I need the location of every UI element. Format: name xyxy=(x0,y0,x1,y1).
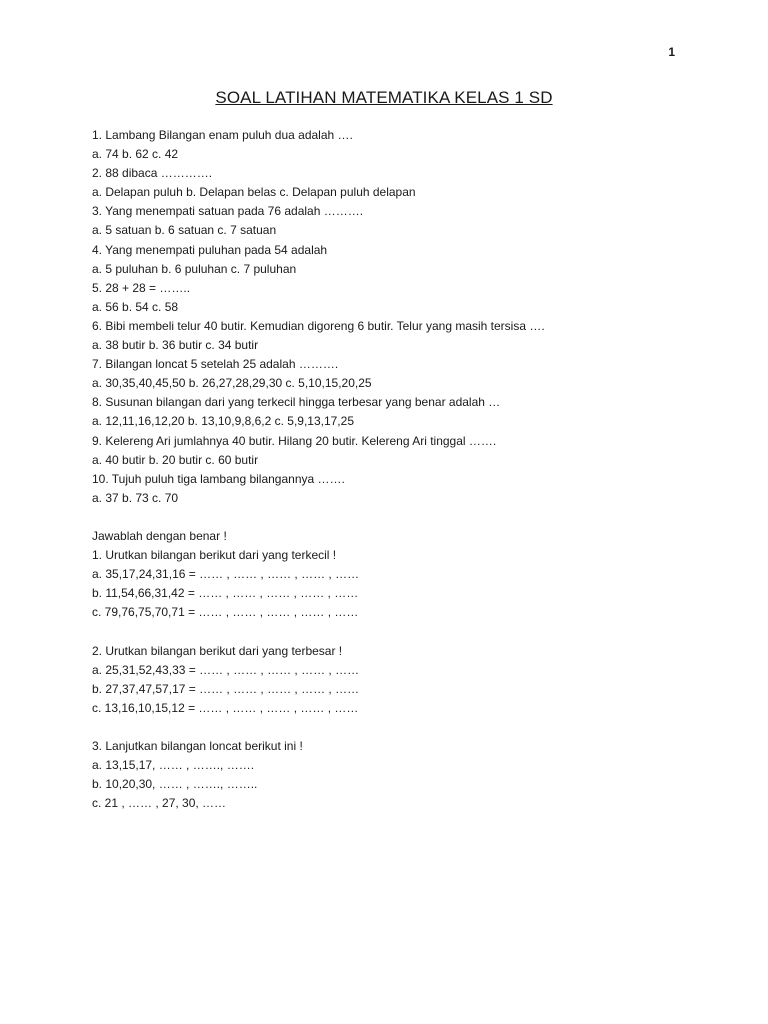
answer-options: a. 38 butir b. 36 butir c. 34 butir xyxy=(92,338,259,353)
question-line: 9. Kelereng Ari jumlahnya 40 butir. Hilang 20 butir. Kelereng Ari tinggal ……. xyxy=(92,433,497,448)
answer-line: a. 13,15,17, …… , ……., ……. xyxy=(92,758,255,773)
question-line: 1. Urutkan bilangan berikut dari yang terkecil ! xyxy=(92,548,337,563)
page-number: 1 xyxy=(668,45,675,59)
multiple-choice-section xyxy=(92,126,692,508)
answer-line: c. 21 , …… , 27, 30, …… xyxy=(92,796,227,811)
answer-options: a. 5 puluhan b. 6 puluhan c. 7 puluhan xyxy=(92,261,297,276)
answer-line: c. 79,76,75,70,71 = …… , …… , …… , …… , …… xyxy=(92,605,359,620)
question-line: 4. Yang menempati puluhan pada 54 adalah xyxy=(92,242,328,257)
question-line: 6. Bibi membeli telur 40 butir. Kemudian digoreng 6 butir. Telur yang masih tersisa …. xyxy=(92,318,545,333)
answer-line: b. 10,20,30, …… , ……., …….. xyxy=(92,777,258,792)
question-line: 2. Urutkan bilangan berikut dari yang terbesar ! xyxy=(92,643,343,658)
question-line: 7. Bilangan loncat 5 setelah 25 adalah ………. xyxy=(92,357,339,372)
question-line: 8. Susunan bilangan dari yang terkecil hingga terbesar yang benar adalah … xyxy=(92,395,501,410)
answer-options: a. 40 butir b. 20 butir c. 60 butir xyxy=(92,452,259,467)
answer-options: a. 74 b. 62 c. 42 xyxy=(92,147,179,162)
answer-line: b. 27,37,47,57,17 = …… , …… , …… , …… , …… xyxy=(92,681,360,696)
spacer xyxy=(92,718,692,737)
document-body xyxy=(92,126,692,813)
answer-options: a. 5 satuan b. 6 satuan c. 7 satuan xyxy=(92,223,277,238)
essay-question-3 xyxy=(92,737,692,813)
question-line: 3. Lanjutkan bilangan loncat berikut ini ! xyxy=(92,739,303,753)
answer-line: b. 11,54,66,31,42 = …… , …… , …… , …… , …… xyxy=(92,586,359,601)
answer-options: a. 56 b. 54 c. 58 xyxy=(92,299,179,314)
document-title: SOAL LATIHAN MATEMATIKA KELAS 1 SD xyxy=(215,88,553,107)
section-heading: Jawablah dengan benar ! xyxy=(92,528,227,543)
question-line: 10. Tujuh puluh tiga lambang bilangannya ……. xyxy=(92,471,345,486)
spacer xyxy=(92,508,692,527)
answer-options: a. 37 b. 73 c. 70 xyxy=(92,490,179,505)
essay-question-1 xyxy=(92,546,692,622)
answer-options: a. Delapan puluh b. Delapan belas c. Delapan puluh delapan xyxy=(92,185,416,200)
essay-question-2 xyxy=(92,642,692,718)
answer-options: a. 12,11,16,12,20 b. 13,10,9,8,6,2 c. 5,9,13,17,25 xyxy=(92,414,354,429)
essay-section xyxy=(92,527,692,813)
question-line: 1. Lambang Bilangan enam puluh dua adalah …. xyxy=(92,128,353,142)
answer-line: a. 25,31,52,43,33 = …… , …… , …… , …… , …… xyxy=(92,662,360,677)
answer-options: a. 30,35,40,45,50 b. 26,27,28,29,30 c. 5,10,15,20,25 xyxy=(92,376,372,391)
question-line: 3. Yang menempati satuan pada 76 adalah ………. xyxy=(92,204,364,219)
question-line: 2. 88 dibaca …………. xyxy=(92,166,213,181)
question-line: 5. 28 + 28 = …….. xyxy=(92,280,191,295)
answer-line: c. 13,16,10,15,12 = …… , …… , …… , …… , …… xyxy=(92,700,359,715)
answer-line: a. 35,17,24,31,16 = …… , …… , …… , …… , …… xyxy=(92,567,360,582)
spacer xyxy=(92,622,692,641)
